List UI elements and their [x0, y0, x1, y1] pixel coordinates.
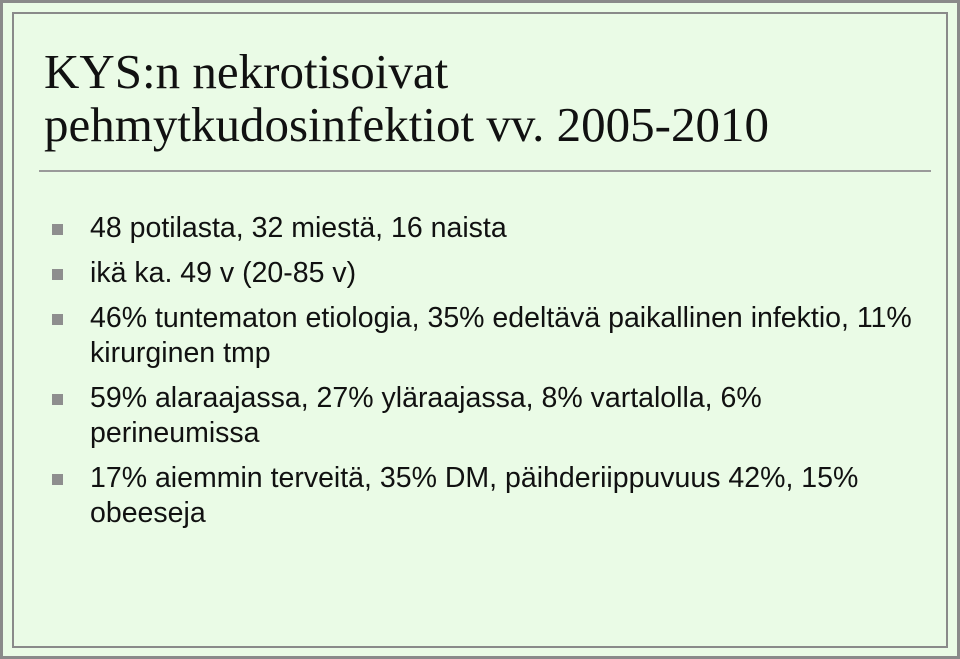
slide-title	[44, 45, 924, 151]
square-bullet-icon	[52, 394, 63, 405]
bullet-text: 48 potilasta, 32 miestä, 16 naista	[90, 212, 507, 244]
bullet-text: 17% aiemmin terveitä, 35% DM, päihderiippuvuus 42%, 15% obeeseja	[90, 462, 859, 529]
title-line-1: KYS:n nekrotisoivat	[44, 44, 449, 99]
bullet-text: ikä ka. 49 v (20-85 v)	[90, 257, 357, 289]
bullet-item	[51, 256, 931, 291]
square-bullet-icon	[52, 314, 63, 325]
square-bullet-icon	[52, 224, 63, 235]
bullet-item	[51, 461, 931, 531]
title-divider	[39, 170, 931, 172]
square-bullet-icon	[52, 269, 63, 280]
bullet-item	[51, 381, 931, 451]
bullet-text: 59% alaraajassa, 27% yläraajassa, 8% vartalolla, 6% perineumissa	[90, 382, 762, 449]
bullet-text: 46% tuntematon etiologia, 35% edeltävä paikallinen infektio, 11% kirurginen tmp	[90, 302, 912, 369]
bullet-item	[51, 211, 931, 246]
bullet-list	[51, 211, 931, 541]
bullet-item	[51, 301, 931, 371]
title-line-2: pehmytkudosinfektiot vv. 2005-2010	[44, 97, 769, 152]
square-bullet-icon	[52, 474, 63, 485]
